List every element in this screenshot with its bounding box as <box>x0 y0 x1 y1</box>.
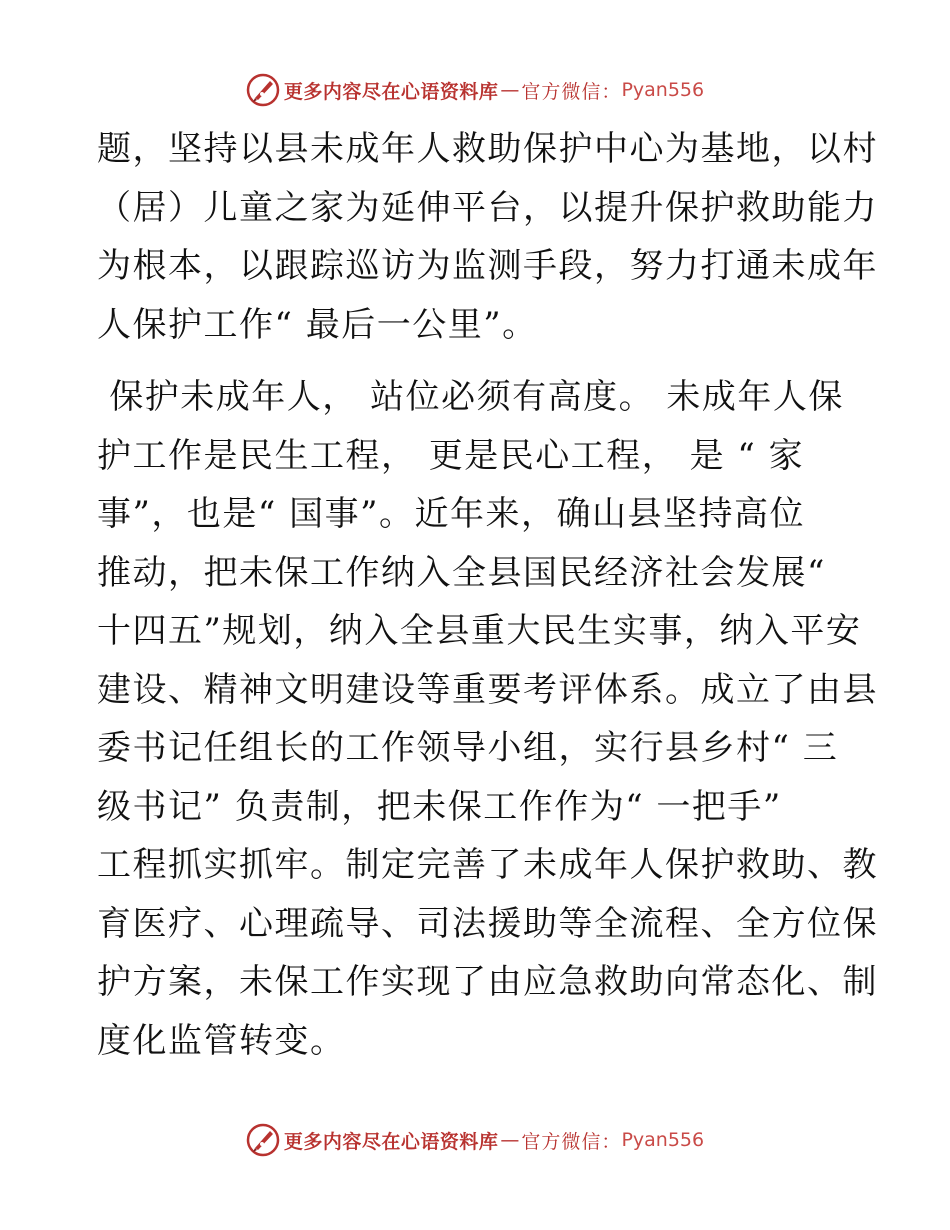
footer-banner <box>0 1120 950 1160</box>
banner-text: 更多内容尽在心语资料库 <box>283 1130 499 1153</box>
text-line: （居）儿童之家为延伸平台，以提升保护救助能力 <box>97 187 878 228</box>
banner-dash: — <box>500 79 520 101</box>
text-line: 保护未成年人， 站位必须有高度。 未成年人保 <box>97 377 844 417</box>
text-line: 护方案，未保工作实现了由应急救助向常态化、制 <box>97 962 878 1002</box>
text-line: 级书记” 负责制，把未保工作作为“ 一把手” <box>97 786 782 827</box>
text-line: 委书记任组长的工作领导小组，实行县乡村“ 三 <box>97 728 839 768</box>
banner-dash: — <box>500 1129 520 1151</box>
text-line: 十四五”规划，纳入全县重大民生实事，纳入平安 <box>97 611 862 651</box>
banner-text: 更多内容尽在心语资料库 <box>283 80 499 103</box>
banner-official-label: 官方微信： <box>521 1130 622 1153</box>
text-line: 度化监管转变。 <box>97 1020 346 1061</box>
text-line: 建设、精神文明建设等重要考评体系。成立了由县 <box>97 669 878 710</box>
header-banner <box>0 70 950 110</box>
paragraph-2 <box>97 368 878 1070</box>
banner-wechat-id: Pyan556 <box>621 79 705 101</box>
banner-official-label: 官方微信： <box>521 80 622 103</box>
text-line: 育医疗、心理疏导、司法援助等全流程、全方位保 <box>97 903 878 944</box>
quill-pen-logo-icon <box>246 1123 280 1157</box>
banner-wechat-id: Pyan556 <box>621 1129 705 1151</box>
text-line: 题，坚持以县未成年人救助保护中心为基地，以村 <box>97 129 878 169</box>
document-body <box>97 120 878 1070</box>
text-line: 事”，也是“ 国事”。近年来，确山县坚持高位 <box>97 494 805 534</box>
text-line: 工程抓实抓牢。制定完善了未成年人保护救助、教 <box>97 845 878 885</box>
text-line: 人保护工作“ 最后一公里”。 <box>97 304 538 345</box>
paragraph-1 <box>97 120 878 354</box>
text-line: 护工作是民生工程， 更是民心工程， 是 “ 家 <box>97 435 805 476</box>
text-line: 推动，把未保工作纳入全县国民经济社会发展“ <box>97 552 826 593</box>
quill-pen-logo-icon <box>246 73 280 107</box>
text-line: 为根本，以跟踪巡访为监测手段，努力打通未成年 <box>97 246 878 286</box>
